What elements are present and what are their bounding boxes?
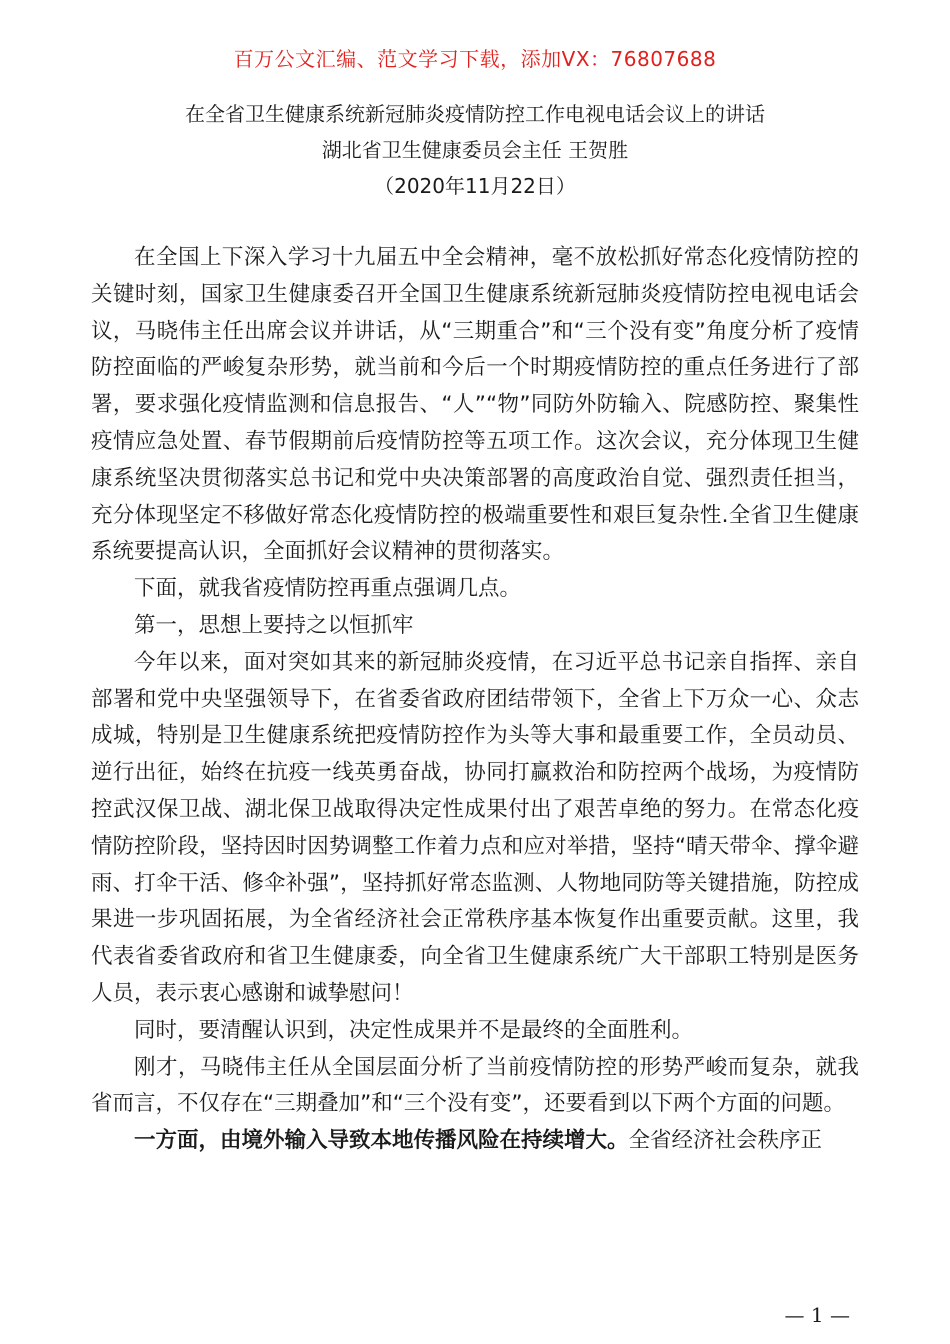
document-date: （2020年11月22日） <box>374 174 576 198</box>
paragraph: 下面，就我省疫情防控再重点强调几点。 <box>134 576 522 602</box>
paragraph: 在全国上下深入学习十九届五中全会精神，毫不放松抓好常态化疫情防控的关键时刻，国家卫生健康委召开全国卫生健康系统新冠肺炎疫情防控电视电话会议，马晓伟主任出席会议并讲话，从“三期重合”和“三个没有变”角度分析了疫情防控面临的严峻复杂形势，就当前和今后一个时期疫情防控的重点任务进行了部署，要求强化疫情监测和信息报告、“人”“物”同防外防输入、院感防控、聚集性疫情应急处置、春节假期前后疫情防控等五项工作。这次会议，充分体现卫生健康系统坚决贯彻落实总书记和党中央决策部署的高度政治自觉、强烈责任担当，充分体现坚定不移做好常态化疫情防控的极端重要性和艰巨复杂性.全省卫生健康系统要提高认识，全面抓好会议精神的贯彻落实。 <box>91 245 859 565</box>
paragraph: 刚才，马晓伟主任从全国层面分析了当前疫情防控的形势严峻而复杂，就我省而言，不仅存在“三期叠加”和“三个没有变”，还要看到以下两个方面的问题。 <box>91 1054 859 1117</box>
paragraph: 今年以来，面对突如其来的新冠肺炎疫情，在习近平总书记亲自指挥、亲自部署和党中央坚强领导下，在省委省政府团结带领下，全省上下万众一心、众志成城，特别是卫生健康系统把疫情防控作为头等大事和最重要工作，全员动员、逆行出征，始终在抗疫一线英勇奋战，协同打赢救治和防控两个战场，为疫情防控武汉保卫战、湖北保卫战取得决定性成果付出了艰苦卓绝的努力。在常态化疫情防控阶段，坚持因时因势调整工作着力点和应对举措，坚持“晴天带伞、撑伞避雨、打伞干活、修伞补强”，坚持抓好常态监测、人物地同防等关键措施，防控成果进一步巩固拓展，为全省经济社会正常秩序基本恢复作出重要贡献。这里，我代表省委省政府和省卫生健康委，向全省卫生健康系统广大干部职工特别是医务人员，表示衷心感谢和诚挚慰问！ <box>91 649 859 1006</box>
document-author: 湖北省卫生健康委员会主任 王贺胜 <box>321 138 629 162</box>
document-title: 在全省卫生健康系统新冠肺炎疫情防控工作电视电话会议上的讲话 <box>185 102 765 126</box>
page-number: — 1 — <box>784 1303 850 1327</box>
header-block <box>0 96 950 204</box>
document-body <box>91 240 859 1160</box>
paragraph-rest: 全省经济社会秩序正 <box>628 1128 823 1154</box>
paragraph: 同时，要清醒认识到，决定性成果并不是最终的全面胜利。 <box>134 1017 694 1043</box>
paragraph <box>91 1123 859 1160</box>
watermark-text: 百万公文汇编、范文学习下载，添加VX：76807688 <box>233 47 717 71</box>
section-heading: 第一，思想上要持之以恒抓牢 <box>134 612 414 638</box>
paragraph-bold-lead: 一方面，由境外输入导致本地传播风险在持续增大。 <box>134 1128 629 1154</box>
